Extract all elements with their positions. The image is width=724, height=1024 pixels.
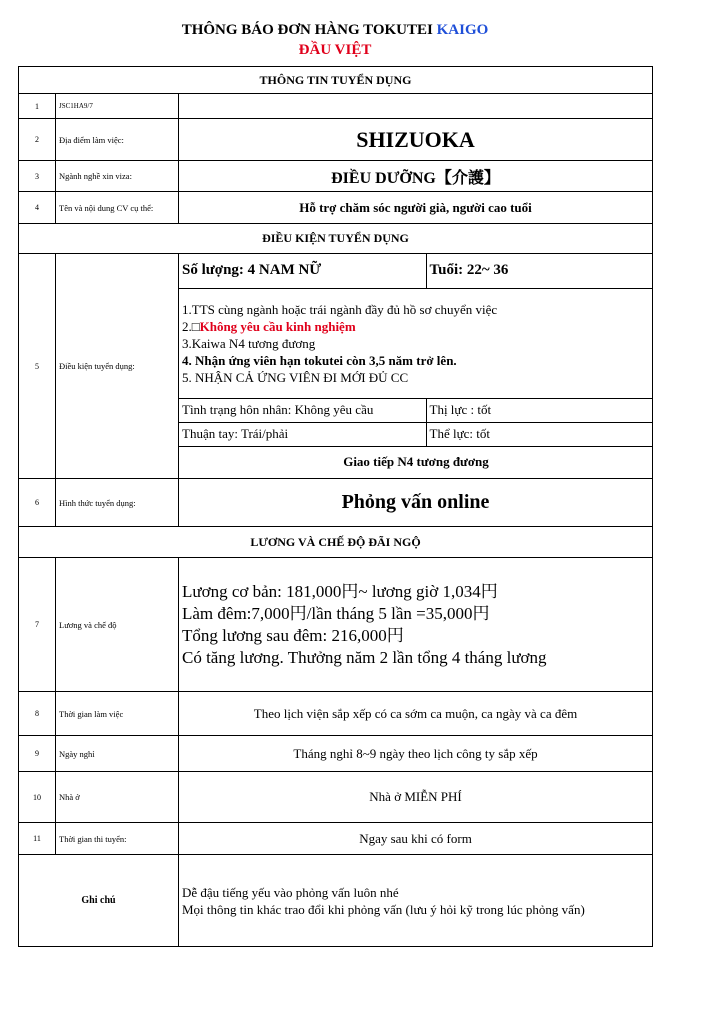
row-label: Hình thức tuyển dụng: (56, 479, 179, 527)
table-row (19, 479, 653, 527)
title-brand: KAIGO (436, 22, 489, 38)
section-recruit-info: THÔNG TIN TUYỂN DỤNG (19, 67, 653, 94)
requirement-highlight: Không yêu cầu kinh nghiệm (199, 318, 356, 334)
table-row (19, 94, 653, 119)
row-label: Ngày nghỉ (56, 736, 179, 772)
row-number: 11 (19, 823, 56, 855)
notes-label: Ghi chú (19, 855, 179, 947)
row-number: 7 (19, 558, 56, 692)
row-label: Ngành nghề xin viza: (56, 161, 179, 192)
working-hours: Theo lịch viện sắp xếp có ca sớm ca muộn, ca ngày và ca đêm (179, 692, 653, 736)
section-salary: LƯƠNG VÀ CHẾ ĐỘ ĐÃI NGỘ (19, 527, 653, 558)
requirement-item: 4. Nhận ứng viên hạn tokutei còn 3,5 năm trở lên. (182, 352, 457, 368)
row-number: 5 (19, 254, 56, 479)
row-number: 10 (19, 772, 56, 823)
section-row (19, 224, 653, 254)
table-row (19, 736, 653, 772)
exam-time: Ngay sau khi có form (179, 823, 653, 855)
table-row (19, 558, 653, 692)
visa-occupation: ĐIỀU DƯỠNG【介護】 (179, 161, 653, 192)
salary-details (179, 558, 653, 692)
checkbox-glyph: 2.□ (182, 318, 200, 334)
salary-line: Có tăng lương. Thưởng năm 2 lần tổng 4 tháng lương (182, 647, 547, 667)
table-row (19, 119, 653, 161)
requirements-list (179, 288, 653, 398)
row-number: 8 (19, 692, 56, 736)
communication-level: Giao tiếp N4 tương đương (179, 446, 653, 478)
age-range: Tuổi: 22~ 36 (426, 254, 653, 288)
row-number: 3 (19, 161, 56, 192)
row-number: 9 (19, 736, 56, 772)
marital-status: Tình trạng hôn nhân: Không yêu cầu (179, 398, 426, 422)
requirement-item: 1.TTS cùng ngành hoặc trái ngành đầy đủ hồ sơ chuyển việc (182, 301, 498, 317)
quantity: Số lượng: 4 NAM NỮ (179, 254, 426, 288)
table-row (19, 855, 653, 947)
row-label: Nhà ở (56, 772, 179, 823)
requirement-item: 5. NHẬN CẢ ỨNG VIÊN ĐI MỚI ĐỦ CC (182, 369, 409, 385)
row-label: JSC1HA9/7 (56, 94, 179, 119)
page-title (0, 22, 670, 39)
row-number: 4 (19, 192, 56, 224)
handedness: Thuận tay: Trái/phải (179, 422, 426, 446)
job-description: Hỗ trợ chăm sóc người già, người cao tuổi (179, 192, 653, 224)
conditions-grid (179, 254, 653, 478)
page-subtitle: ĐẦU VIỆT (298, 42, 372, 58)
fitness: Thể lực: tốt (426, 422, 653, 446)
table-row (19, 254, 653, 479)
note-line: Mọi thông tin khác trao đổi khi phỏng vấn (lưu ý hỏi kỹ trong lúc phỏng vấn) (182, 901, 585, 917)
row-label: Thời gian làm việc (56, 692, 179, 736)
table-row (19, 823, 653, 855)
row-number: 2 (19, 119, 56, 161)
requirement-item: 3.Kaiwa N4 tương đương (182, 335, 316, 351)
housing: Nhà ở MIỄN PHÍ (179, 772, 653, 823)
row-label: Thời gian thi tuyển: (56, 823, 179, 855)
requirement-item (179, 318, 653, 335)
row-number: 1 (19, 94, 56, 119)
row-number: 6 (19, 479, 56, 527)
title-main: THÔNG BÁO ĐƠN HÀNG TOKUTEI (181, 22, 433, 38)
salary-line: Lương cơ bản: 181,000円~ lương giờ 1,034円 (182, 581, 498, 601)
section-conditions: ĐIỀU KIỆN TUYỂN DỤNG (19, 224, 653, 254)
section-row (19, 527, 653, 558)
table-row (19, 192, 653, 224)
vision: Thị lực : tốt (426, 398, 653, 422)
conditions-cell (179, 254, 653, 479)
notes-content (179, 855, 653, 947)
table-row (19, 161, 653, 192)
salary-line: Làm đêm:7,000円/lần tháng 5 lần =35,000円 (182, 603, 490, 623)
job-table (18, 66, 653, 947)
days-off: Tháng nghỉ 8~9 ngày theo lịch công ty sắp xếp (179, 736, 653, 772)
row-label: Điều kiện tuyển dụng: (56, 254, 179, 479)
salary-line: Tổng lương sau đêm: 216,000円 (182, 625, 404, 645)
row-label: Địa điểm làm việc: (56, 119, 179, 161)
table-row (19, 772, 653, 823)
table-row (19, 692, 653, 736)
row-label: Lương và chế độ (56, 558, 179, 692)
work-location: SHIZUOKA (179, 119, 653, 161)
row-label: Tên và nội dung CV cụ thể: (56, 192, 179, 224)
recruit-method: Phỏng vấn online (179, 479, 653, 527)
note-line: Dễ đậu tiếng yếu vào phỏng vấn luôn nhé (182, 884, 399, 900)
section-row (19, 67, 653, 94)
row-value (179, 94, 653, 119)
